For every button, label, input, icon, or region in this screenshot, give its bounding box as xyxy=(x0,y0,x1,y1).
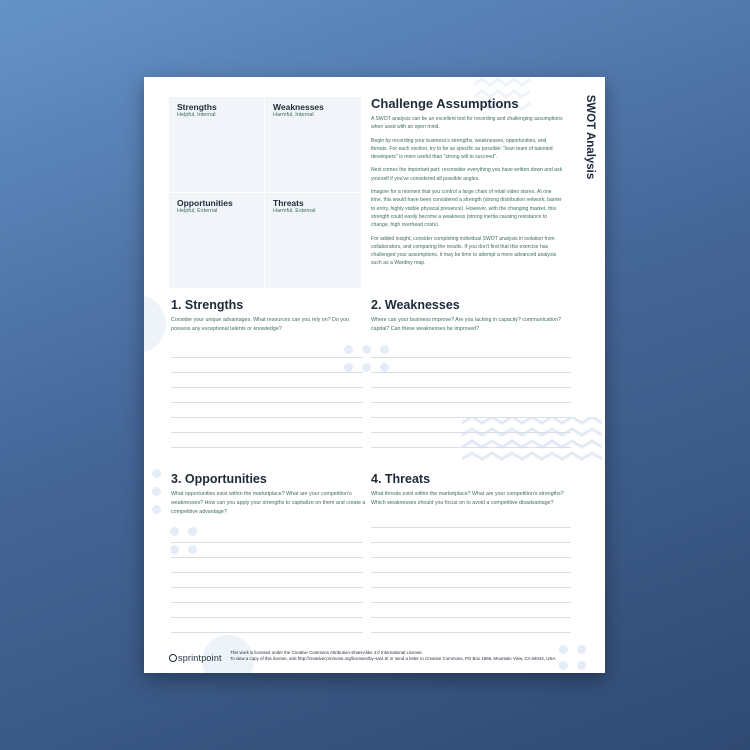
writing-line xyxy=(371,387,571,388)
writing-line xyxy=(171,402,363,403)
decorative-dot xyxy=(152,487,161,496)
writing-line xyxy=(371,357,571,358)
section-title-opportunities: 3. Opportunities xyxy=(171,472,267,486)
writing-line xyxy=(371,617,571,618)
grid-subtitle: Harmful, Internal xyxy=(273,112,314,118)
decorative-circle xyxy=(144,295,166,353)
swot-grid xyxy=(169,97,361,288)
challenge-body xyxy=(371,115,563,273)
grid-title: Opportunities xyxy=(177,198,233,208)
section-desc-strengths: Consider your unique advantages. What resources can you rely on? Do you possess any exceptional talents or knowledge? xyxy=(171,317,349,332)
challenge-paragraph: Imagine for a moment that you control a large chain of retail video stores. At one time, this would have been considered a strength (strong distribution network, barrier to entry, highly visible physical presence). However, with the changing market, this strength could easily become a weakness (strong inertia causing resistance to change, high overhead costs). xyxy=(371,189,562,229)
vertical-page-title: SWOT Analysis xyxy=(584,94,596,180)
writing-line xyxy=(371,587,571,588)
writing-line xyxy=(171,447,363,448)
decorative-dot xyxy=(362,363,371,372)
challenge-paragraph: For added insight, consider completing individual SWOT analysis in isolation from collaborators, and comparing the results. If you don't find that this exercise has challenged your assumptions, it may be time to attempt a more advanced analysis such as a Wardley map. xyxy=(371,235,557,267)
grid-subtitle: Harmful, External xyxy=(273,208,316,214)
license-line: This work is licensed under the Creative Commons Attribution-ShareAlike 4.0 International License. xyxy=(230,650,423,655)
decorative-dot xyxy=(344,363,353,372)
writing-line xyxy=(371,572,571,573)
decorative-dot xyxy=(344,345,353,354)
writing-line xyxy=(171,632,363,633)
writing-line xyxy=(171,557,363,558)
logo-text: sprintpoint xyxy=(178,653,222,663)
writing-line xyxy=(171,617,363,618)
decorative-dot xyxy=(188,545,197,554)
challenge-paragraph: Begin by recording your business's strengths, weaknesses, opportunities, and threats. For each section, try to be as specific as possible: "lean team of talented developers" is more useful than "strong will to succeed". xyxy=(371,137,553,161)
decorative-dot xyxy=(152,469,161,478)
section-desc-opportunities: What opportunities exist within the marketplace? What are your competition's weaknesses? How can you apply your strengths to capitalize on them and create a competitive advantage? xyxy=(171,491,366,515)
license-line: To view a copy of this license, visit http://creativecommons.org/licenses/by-sa/4.0/ or send a letter to Creative Commons, PO Box 1866, Mountain View, CA 94042, USA. xyxy=(230,656,557,661)
writing-line xyxy=(171,602,363,603)
grid-title: Weaknesses xyxy=(273,102,324,112)
writing-line xyxy=(171,387,363,388)
writing-line xyxy=(371,372,571,373)
challenge-paragraph: Next comes the important part: reconsider everything you have written down and ask yourself if you've considered all possible angles. xyxy=(371,167,563,182)
decorative-dot xyxy=(152,505,161,514)
writing-line xyxy=(371,527,571,528)
writing-line xyxy=(371,447,571,448)
grid-subtitle: Helpful, Internal xyxy=(177,112,216,118)
page-footer xyxy=(169,649,589,669)
challenge-title: Challenge Assumptions xyxy=(371,96,519,111)
section-title-strengths: 1. Strengths xyxy=(171,298,244,312)
decorative-dot xyxy=(362,345,371,354)
zigzag-pattern xyxy=(462,417,602,467)
grid-cell-threats xyxy=(265,193,360,288)
decorative-dot xyxy=(170,545,179,554)
challenge-paragraph: A SWOT analysis can be an excellent tool for recording and challenging assumptions when used with an open mind. xyxy=(371,116,563,131)
decorative-dot xyxy=(380,345,389,354)
section-desc-threats: What threats exist within the marketplace? What are your competition's strengths? Which weaknesses should you focus on to avoid a competitive disadvantage? xyxy=(371,491,564,506)
writing-line xyxy=(371,602,571,603)
decorative-dot xyxy=(170,527,179,536)
writing-line xyxy=(171,572,363,573)
grid-subtitle: Helpful, External xyxy=(177,208,218,214)
writing-line xyxy=(371,557,571,558)
section-title-threats: 4. Threats xyxy=(371,472,431,486)
writing-line xyxy=(371,632,571,633)
section-desc-weaknesses: Where can your business improve? Are you lacking in capacity? communication? capital? Can these weaknesses be improved? xyxy=(371,317,561,332)
writing-line xyxy=(171,417,363,418)
swot-worksheet xyxy=(144,77,605,673)
writing-line xyxy=(171,587,363,588)
writing-line xyxy=(171,542,363,543)
grid-cell-weaknesses xyxy=(265,97,360,193)
writing-line xyxy=(171,372,363,373)
license-text xyxy=(230,650,556,662)
writing-line xyxy=(171,432,363,433)
writing-line xyxy=(371,402,571,403)
grid-cell-strengths xyxy=(169,97,265,193)
writing-line xyxy=(371,417,571,418)
writing-line xyxy=(171,357,363,358)
writing-line xyxy=(371,542,571,543)
writing-line xyxy=(371,432,571,433)
logo-ring-icon xyxy=(169,654,177,662)
sprintpoint-logo xyxy=(169,653,222,663)
decorative-dot xyxy=(188,527,197,536)
decorative-dot xyxy=(380,363,389,372)
grid-cell-opportunities xyxy=(169,193,265,288)
grid-title: Threats xyxy=(273,198,304,208)
grid-title: Strengths xyxy=(177,102,217,112)
section-title-weaknesses: 2. Weaknesses xyxy=(371,298,460,312)
